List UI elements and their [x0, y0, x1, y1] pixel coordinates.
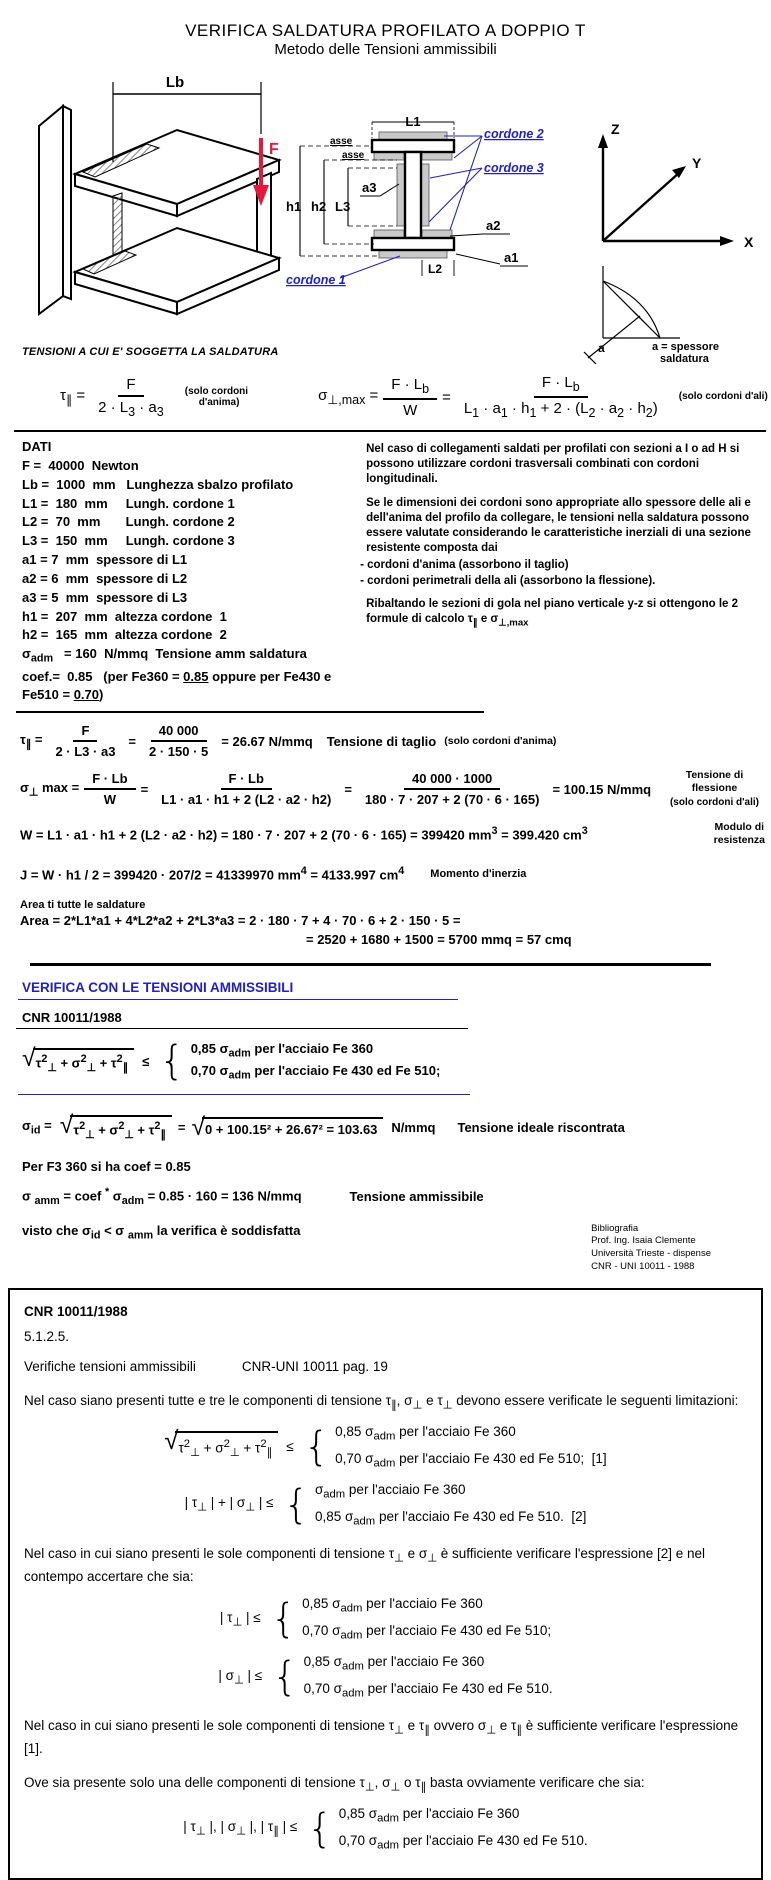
- calc-tau-result: = 26.67 N/mmq: [221, 733, 313, 749]
- label-cordone-3: cordone 3: [484, 161, 544, 175]
- calc-sigma-f2num: F · Lb: [221, 771, 272, 790]
- calc-j-text: J = W · h1 / 2 = 399420 · 207/2 = 41339970 $mm^4 = 4133.997$ $cm^4$: [20, 865, 405, 883]
- sqrt-radicand: $\tau^2_\perp + \sigma^2_\perp + \tau^2_\parallel$: [175, 1431, 278, 1462]
- dim-label-L2: L2: [428, 262, 443, 276]
- calc-sigma-line: [20, 769, 771, 809]
- verifica-condition: [22, 1038, 771, 1085]
- wall-plate-front: [39, 106, 63, 314]
- box-paragraph-number: 5.1.2.5.: [24, 1329, 70, 1345]
- sqrt-sign: √: [59, 1111, 74, 1139]
- box-p4: Ove sia presente solo una delle componenti di tensione $\tau_\perp$, $\sigma_\perp$ o $\tau_\parallel$ basta ovviamente verificare che sia:: [24, 1774, 645, 1794]
- diagram-3d-beam: [25, 66, 290, 321]
- dati-row: h2 = 165 mm altezza cordone 2: [22, 627, 227, 643]
- tau-num: F: [118, 376, 143, 397]
- calc-sigma-f3den: 180 · 7 · 207 + 2 (70 · 6 · 165): [364, 792, 540, 808]
- conclusion-row: [22, 1223, 771, 1274]
- calc-tau-label-small: (solo cordoni d'anima): [444, 735, 557, 748]
- sigma-num-2: $F \cdot L_b$: [534, 374, 588, 398]
- brace-icon: {: [272, 1654, 298, 1701]
- calc-w-note-1: Modulo di: [714, 821, 765, 833]
- equals-sign: =: [128, 733, 137, 749]
- tau-note: [185, 386, 248, 409]
- equals-sign: =: [177, 1120, 186, 1136]
- dati-row: F = 40000 Newton: [22, 457, 139, 473]
- sqrt-radicand: $\tau^2_\perp + \sigma^2_\perp + \tau^2_\parallel$: [33, 1048, 135, 1074]
- dim-label-a3: a3: [362, 180, 377, 195]
- tau-fraction: [90, 376, 172, 419]
- label-spessore-2: saldatura: [660, 353, 709, 364]
- amm-line: [22, 1186, 771, 1207]
- sqrt-expression: [59, 1111, 172, 1141]
- notes-p3: Ribaltando le sezioni di gola nel piano verticale y-z si ottengono le 2 formule di calcolo $\tau_\parallel$ e $\sigma_{\perp,max}$: [366, 598, 739, 629]
- case-line-2: 0,70 $\sigma_{adm}$ per l'acciaio Fe 430 ed Fe 510.: [303, 1681, 553, 1700]
- diagram-axes: [548, 116, 768, 364]
- area-line-2: = 2520 + 1680 + 1500 = 5700 mmq = 57 cmq: [306, 931, 572, 947]
- dim-labels-left: [286, 199, 350, 214]
- calc-sigma-f3num: 40 000 · 1000: [404, 771, 500, 790]
- box-formula-4: [24, 1652, 747, 1702]
- case-line-1: 0,85 $\sigma_{adm}$ per l'acciaio Fe 360: [302, 1596, 483, 1615]
- calc-sigma-lhs: $\sigma_\perp$ max =: [20, 779, 80, 799]
- dim-label-h2: h2: [311, 199, 327, 214]
- tau-note-2: d'anima): [198, 397, 240, 408]
- black-underline: [16, 1028, 468, 1029]
- sqrt-expression: [191, 1114, 383, 1142]
- case-line-1: $\sigma_{adm}$ per l'acciaio Fe 360: [314, 1481, 466, 1501]
- bibliography: [591, 1223, 711, 1274]
- dim-label-a1: a1: [504, 250, 519, 265]
- box-p1: Nel caso siano presenti tutte e tre le componenti di tensione $\tau_\parallel$, $\sigma_\perp$ e $\tau_\perp$ devono essere verificate le seguenti limitazioni:: [24, 1392, 739, 1412]
- box-subtitle-row: [24, 1357, 747, 1377]
- verifica-section: [0, 980, 771, 1274]
- label-cordone-2: cordone 2: [484, 127, 544, 141]
- cases-group: [304, 1422, 607, 1472]
- label-spessore-1: a = spessore: [652, 341, 719, 353]
- leq-sign: ≤: [286, 1438, 294, 1454]
- box-subtitle: Verifiche tensioni ammissibili: [24, 1358, 196, 1374]
- brace-icon: {: [270, 1596, 297, 1643]
- box-reference: CNR-UNI 10011 pag. 19: [241, 1358, 388, 1374]
- axis-label-z: Z: [611, 121, 620, 137]
- notes-column: [360, 438, 771, 705]
- axes-lines: [603, 142, 726, 241]
- case-line-2: 0,85 $\sigma_{adm}$ per l'acciaio Fe 430 ed Fe 510. [2]: [314, 1508, 587, 1528]
- page-title: VERIFICA SALDATURA PROFILATO A DOPPIO T: [185, 21, 586, 40]
- dati-row: $\sigma_{adm} = 160$ N/mmq Tensione amm saldatura: [22, 646, 307, 665]
- box-formula-1: [24, 1422, 747, 1472]
- box-cnr: CNR 10011/1988: [24, 1303, 128, 1319]
- sigma-note: (solo cordoni d'ali): [678, 391, 768, 403]
- diagram-strip: [0, 64, 771, 364]
- sigma-fraction-1: [383, 376, 437, 419]
- weld-bead-web: [113, 193, 122, 255]
- calc-tau-f1den: 2 · L3 · a3: [55, 744, 116, 760]
- calc-sigma-note-2: flessione: [691, 782, 738, 795]
- box-formula-3: [24, 1594, 747, 1644]
- label-asse-1: asse: [330, 136, 353, 147]
- dim-label-L1: L1: [405, 114, 421, 129]
- axis-label-x: X: [744, 234, 754, 250]
- dati-row: h1 = 207 mm altezza cordone 1: [22, 608, 227, 624]
- amm-expression: σ $_{amm}$ = coef * $\sigma_{adm} = 0.85 \cdot 160 = 136$ N/mmq: [22, 1185, 302, 1207]
- dim-label-a2: a2: [486, 218, 501, 233]
- dim-label-h1: h1: [286, 199, 302, 214]
- calc-sigma-note-3: (solo cordoni d'ali): [669, 796, 759, 808]
- biblio-line: CNR - UNI 10011 - 1988: [591, 1261, 695, 1273]
- conclusion-text: visto che $\sigma_{id} < \sigma$ $_{amm}$ la verifica è soddisfatta: [22, 1222, 301, 1242]
- notes-bullet-2: - cordoni perimetrali della ali (assorbono la flessione).: [360, 574, 656, 587]
- calc-tau-f1num: F: [73, 723, 97, 742]
- sigma-den-2: $L_1 \cdot a_1 \cdot h_1 + 2 \cdot (L_2 \cdot a_2 \cdot h_2)$: [463, 400, 658, 420]
- brace-icon: {: [307, 1805, 333, 1852]
- case-line-1: 0,85 $\sigma_{adm}$ per l'acciaio Fe 360: [335, 1423, 516, 1443]
- case-line-2: 0,70 $\sigma_{adm}$ per l'acciaio Fe 430 ed Fe 510; [1]: [335, 1450, 607, 1470]
- area-line-1: Area = 2*L1*a1 + 4*L2*a2 + 2*L3*a3 = 2 · 180 · 7 + 4 · 70 · 6 + 2 · 150 · 5 =: [20, 912, 461, 928]
- dati-heading: DATI: [22, 439, 52, 454]
- calc-j-line: [20, 865, 771, 882]
- case-line-2: 0,70 $\sigma_{adm}$ per l'acciaio Fe 430 ed Fe 510;: [302, 1623, 552, 1642]
- norm-box: [8, 1288, 763, 1880]
- amm-label: Tensione ammissibile: [349, 1188, 484, 1204]
- dati-row: a2 = 6 mm spessore di L2: [22, 570, 188, 586]
- dati-row: L2 = 70 mm Lungh. cordone 2: [22, 514, 235, 530]
- equals-sign: =: [140, 781, 149, 797]
- brace-icon: {: [303, 1423, 330, 1470]
- sqrt-sign: √: [164, 1427, 179, 1456]
- dati-row: L1 = 180 mm Lungh. cordone 1: [22, 495, 235, 511]
- calc-sigma-result: = 100.15 N/mmq: [552, 781, 652, 797]
- box-formula-2: [24, 1480, 747, 1530]
- biblio-line: Prof. Ing. Isaia Clemente: [591, 1235, 696, 1247]
- blue-underline: [18, 1094, 470, 1095]
- calc-sigma-note: [670, 769, 759, 809]
- verifica-heading: VERIFICA CON LE TENSIONI AMMISSIBILI: [22, 979, 294, 995]
- data-section: [0, 438, 771, 705]
- tau-lhs: $\tau_\parallel$ =: [60, 387, 86, 407]
- main-formulas: [60, 374, 771, 420]
- brace-icon: {: [283, 1481, 309, 1528]
- sigma-lhs: $\sigma_{\perp,max}$ =: [318, 387, 379, 407]
- case-line-2: 0,70 $\sigma_{adm}$ per l'acciaio Fe 430 ed Fe 510.: [338, 1832, 588, 1852]
- calc-j-note: Momento d'inerzia: [430, 867, 527, 880]
- calc-sigma-f2den: L1 · a1 · h1 + 2 (L2 · a2 · h2): [161, 792, 332, 808]
- cases-group: [159, 1038, 441, 1085]
- axes-labels: [611, 121, 754, 250]
- dati-column: [0, 438, 360, 705]
- verifica-cnr: CNR 10011/1988: [22, 1009, 122, 1025]
- cases-group: [272, 1652, 552, 1702]
- sigma-id-lhs: $\sigma_{id}$ =: [22, 1118, 52, 1138]
- wall-plate-side: [63, 106, 71, 299]
- label-cordone-1: cordone 1: [286, 273, 346, 287]
- diagram-cross-section: [278, 112, 560, 307]
- divider: [14, 430, 766, 432]
- cases-group: [271, 1594, 551, 1644]
- calc-sigma-f1den: W: [103, 792, 117, 808]
- sigma-den-1: W: [403, 401, 418, 419]
- calc-w-note: [714, 821, 765, 847]
- sqrt-radicand: $\tau^2_\perp + \sigma^2_\perp + \tau^2_\parallel$: [70, 1115, 172, 1141]
- diagram-caption: TENSIONI A CUI E' SOGGETTA LA SALDATURA: [22, 346, 279, 358]
- cases-group: [283, 1480, 586, 1530]
- dati-row: L3 = 150 mm Lungh. cordone 3: [22, 533, 235, 549]
- calc-w-text: W = L1 · a1 · h1 + 2 (L2 · a2 · h2) = 180 · 7 · 207 + 2 (70 · 6 · 165) = 399420 $mm^3 = 399.420$ $cm^3$: [20, 825, 588, 843]
- per-line: Per F3 360 si ha coef = 0.85: [22, 1158, 191, 1174]
- box-p3: Nel caso in cui siano presenti le sole componenti di tensione $\tau_\perp$ e $\tau_\parallel$ ovvero $\sigma_\perp$ e $\tau_\parallel$ è sufficiente verificare l'espressione [1].: [24, 1718, 739, 1757]
- calc-tau-f2num: 40 000: [151, 723, 207, 742]
- divider-thick: [30, 963, 711, 966]
- formula-lhs: | $\sigma_\perp$ | ≤: [218, 1667, 263, 1687]
- calc-sigma-note-1: Tensione di: [685, 769, 744, 782]
- sqrt-sign: √: [22, 1045, 36, 1073]
- label-asse-2: asse: [342, 150, 365, 161]
- sqrt-expression: [22, 1045, 134, 1075]
- sqrt-expression: [164, 1427, 278, 1462]
- formula-lhs: | $\tau_\perp$ |, | $\sigma_\perp$ |, | $\tau_\parallel$ | ≤: [183, 1819, 298, 1838]
- notes-p2: Se le dimensioni dei cordoni sono appropriate allo spessore delle ali e dell'anima del profilo da collegare, le tensioni nella saldatura possono essere valutate considerando le caratteristiche inerziali di una sezione resistente composta dai: [366, 496, 751, 554]
- cases-group: [307, 1804, 587, 1854]
- equals-sign: =: [344, 781, 352, 797]
- tau-den: $2 \cdot L_3 \cdot a_3$: [98, 398, 164, 419]
- page-subtitle: Metodo delle Tensioni ammissibili: [274, 41, 497, 59]
- formula-lhs: | $\tau_\perp$ | ≤: [219, 1609, 261, 1629]
- sigma-fraction-2: [456, 374, 666, 420]
- case-line-2: 0,70 $\sigma_{adm}$ per l'acciaio Fe 430 ed Fe 510;: [190, 1063, 441, 1082]
- calc-w-line: [20, 821, 771, 847]
- calc-tau-line: [20, 723, 771, 759]
- calc-sigma-f1num: F · Lb: [84, 771, 135, 790]
- tau-note-1: (solo cordoni: [184, 385, 249, 397]
- sigma-id-line: [22, 1111, 771, 1142]
- sigma-num-1: $F \cdot L_b$: [383, 376, 437, 400]
- notes-bullet-1: - cordoni d'anima (assorbono il taglio): [360, 558, 569, 571]
- dati-row: Lb = 1000 mm Lunghezza sbalzo profilato: [22, 476, 294, 492]
- label-a-throat: a: [598, 341, 605, 355]
- case-line-1: 0,85 $\sigma_{adm}$ per l'acciaio Fe 360: [303, 1654, 485, 1673]
- calc-w-note-2: resistenza: [713, 834, 765, 847]
- dati-row: a3 = 5 mm spessore di L3: [22, 589, 188, 605]
- blue-underline: [18, 999, 458, 1000]
- sqrt-radicand: 0 + 100.15² + 26.67² = 103.63: [202, 1117, 383, 1137]
- box-formula-5: [24, 1804, 747, 1854]
- dati-row: a1 = 7 mm spessore di L1: [22, 552, 188, 568]
- case-line-1: 0,85 $\sigma_{adm}$ per l'acciaio Fe 360: [190, 1040, 374, 1060]
- divider: [16, 711, 484, 713]
- calc-tau-f2den: 2 · 150 · 5: [149, 744, 209, 760]
- biblio-line: Bibliografia: [591, 1222, 639, 1234]
- leq-sign: ≤: [142, 1053, 150, 1069]
- area-heading: Area ti tutte le saldature: [20, 898, 146, 911]
- notes-p1: Nel caso di collegamenti saldati per profilati con sezioni a I o ad H si possono utilizzare cordoni trasversali combinati con cordoni longitudinali.: [366, 443, 740, 485]
- axis-label-y: Y: [692, 155, 702, 171]
- sqrt-sign: √: [191, 1114, 206, 1142]
- equals-sign: =: [442, 388, 451, 406]
- sigma-id-unit: N/mmq: [391, 1120, 436, 1136]
- calc-tau-lhs: $\tau_\parallel$ =: [20, 731, 43, 751]
- dati-row: coef.= 0.85 (per Fe360 = 0.85 oppure per Fe430 e Fe510 = 0.70): [22, 668, 335, 703]
- calc-tau-label: Tensione di taglio: [326, 733, 437, 749]
- force-label: F: [269, 141, 279, 158]
- brace-icon: {: [159, 1038, 185, 1085]
- calc-section: [0, 723, 771, 946]
- formula-lhs: | $\tau_\perp$ | + | $\sigma_\perp$ | ≤: [184, 1495, 274, 1514]
- biblio-line: Università Trieste - dispense: [591, 1248, 711, 1260]
- sigma-id-label: Tensione ideale riscontrata: [457, 1120, 625, 1136]
- case-line-1: 0,85 $\sigma_{adm}$ per l'acciaio Fe 360: [338, 1805, 520, 1825]
- dim-label-L3: L3: [335, 199, 351, 214]
- title-block: [0, 0, 771, 60]
- dim-label-lb: Lb: [165, 74, 185, 91]
- box-p2: Nel caso in cui siano presenti le sole componenti di tensione $\tau_\perp$ e $\sigma_\perp$ è sufficiente verificare l'espressione [2] e nel contempo accertare che sia:: [24, 1545, 705, 1584]
